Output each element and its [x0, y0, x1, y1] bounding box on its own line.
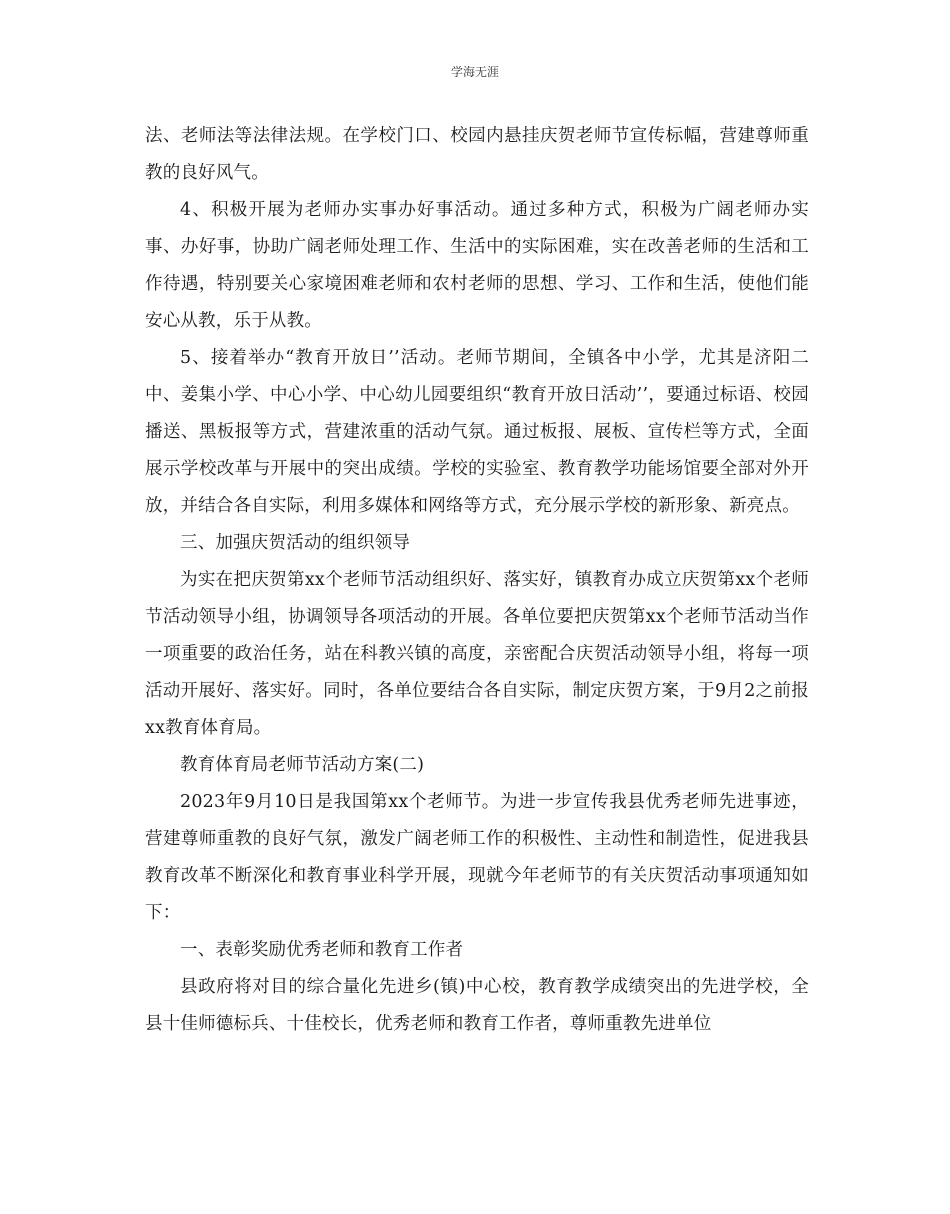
document-subtitle: 教育体育局老师节活动方案(二): [180, 755, 425, 775]
section-heading: 一、表彰奖励优秀老师和教育工作者: [180, 940, 464, 960]
paragraph: 法、老师法等法律法规。在学校门口、校园内悬挂庆贺老师节宣传标幅，营建尊师重教的良好风气。: [145, 126, 809, 183]
paragraph: 2023年9月10日是我国第xx个老师节。为进一步宣传我县优秀老师先进事迹，营建尊师重教的良好气氛，激发广阔老师工作的积极性、主动性和制造性，促进我县教育改革不断深化和教育事业科学开展，现就今年老师节的有关庆贺活动事项通知如下：: [145, 792, 809, 923]
paragraph: 县政府将对目的综合量化先进乡(镇)中心校，教育教学成绩突出的先进学校，全县十佳师德标兵、十佳校长，优秀老师和教育工作者，尊师重教先进单位: [145, 977, 809, 1034]
section-heading: 三、加强庆贺活动的组织领导: [180, 533, 411, 553]
page-header: 学海无涯: [450, 65, 499, 79]
paragraph: 5、接着举办“教育开放日’’活动。老师节期间，全镇各中小学，尤其是济阳二中、姜集小学、中心小学、中心幼儿园要组织“教育开放日活动’’，要通过标语、校园播送、黑板报等方式，营建浓重的活动气氛。通过板报、展板、宣传栏等方式，全面展示学校改革与开展中的突出成绩。学校的实验室、教育教学功能场馆要全部对外开放，并结合各自实际，利用多媒体和网络等方式，充分展示学校的新形象、新亮点。: [145, 348, 809, 516]
document-body: [145, 118, 809, 1043]
paragraph: 4、积极开展为老师办实事办好事活动。通过多种方式，积极为广阔老师办实事、办好事，协助广阔老师处理工作、生活中的实际困难，实在改善老师的生活和工作待遇，特别要关心家境困难老师和农村老师的思想、学习、工作和生活，使他们能安心从教，乐于从教。: [145, 200, 809, 331]
paragraph: 为实在把庆贺第xx个老师节活动组织好、落实好，镇教育办成立庆贺第xx个老师节活动领导小组，协调领导各项活动的开展。各单位要把庆贺第xx个老师节活动当作一项重要的政治任务，站在科教兴镇的高度，亲密配合庆贺活动领导小组，将每一项活动开展好、落实好。同时，各单位要结合各自实际，制定庆贺方案，于9月2之前报xx教育体育局。: [145, 570, 809, 738]
